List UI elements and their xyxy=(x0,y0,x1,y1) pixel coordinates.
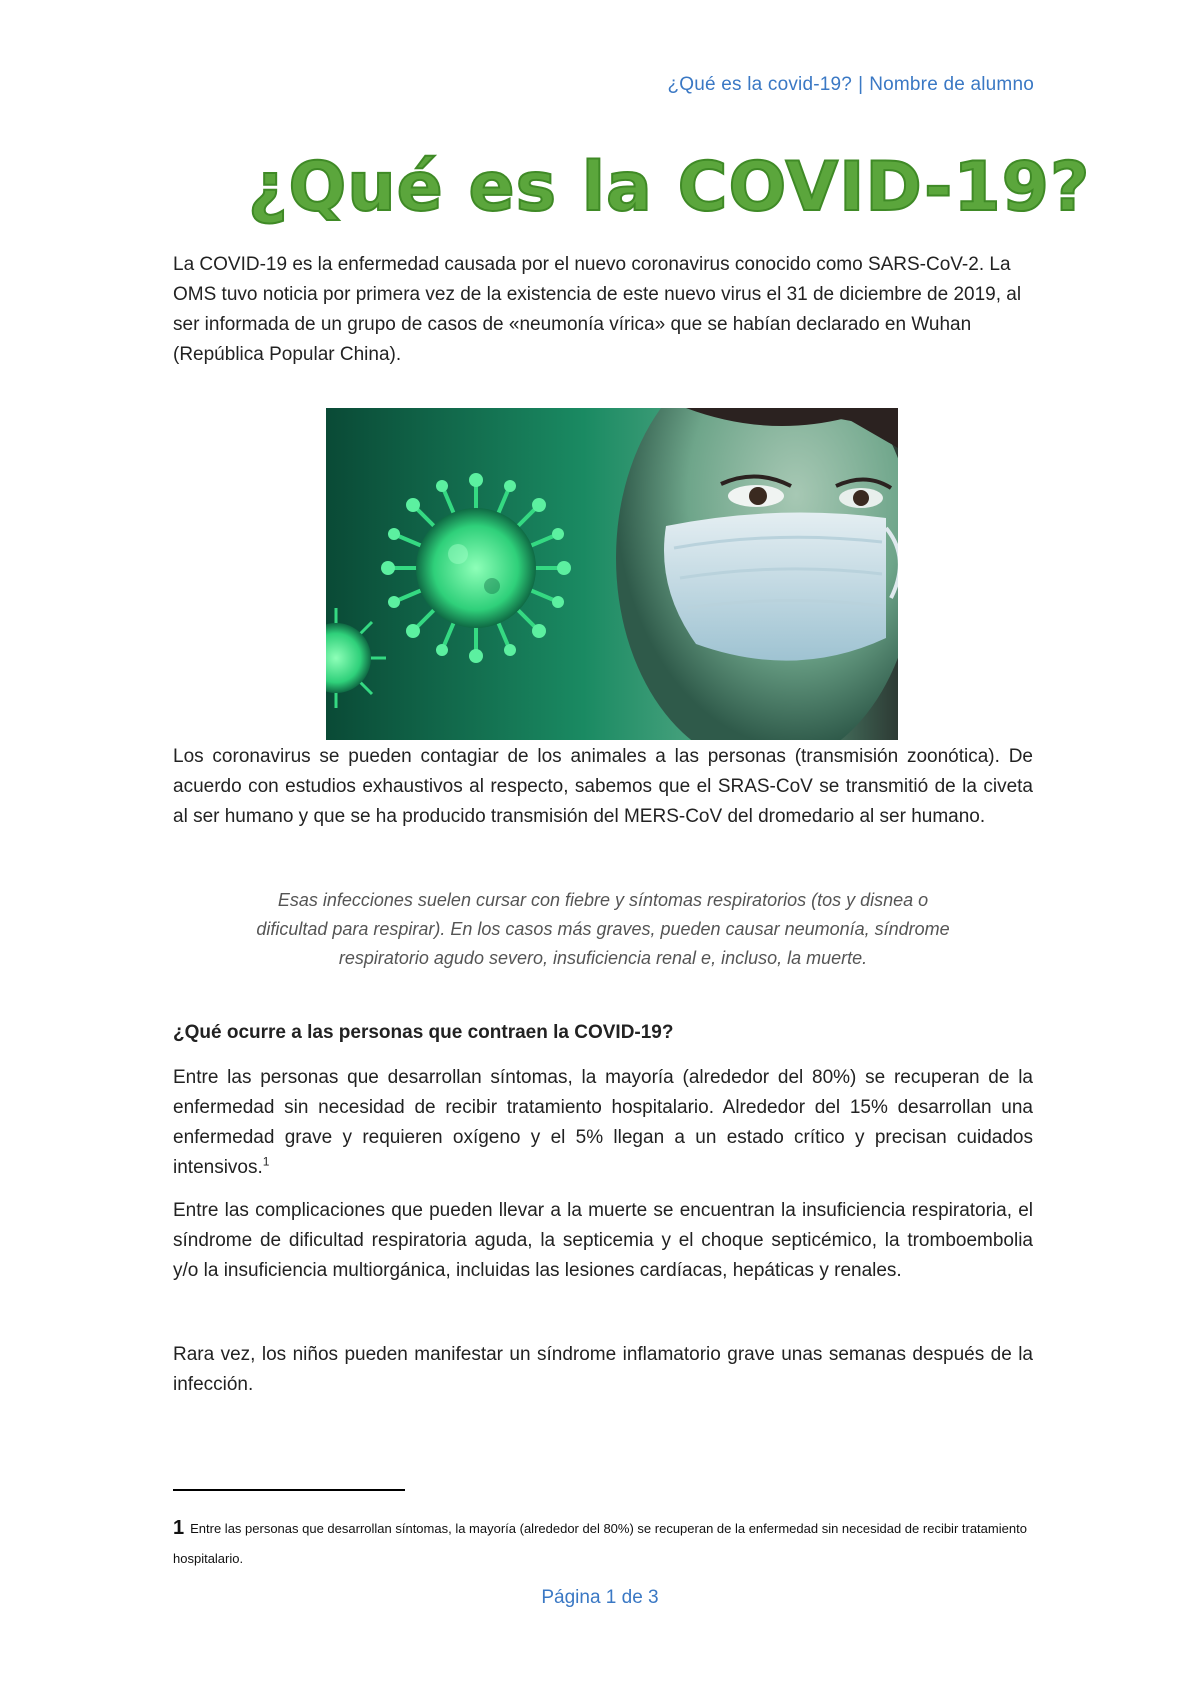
symptoms-quote: Esas infecciones suelen cursar con fiebre y síntomas respiratorios (tos y disnea o dificultad para respirar). En los casos más graves, pueden causar neumonía, síndrome respiratorio agudo severo, insuficiencia renal e, incluso, la muerte. xyxy=(256,890,950,968)
recovery-paragraph xyxy=(173,1063,1033,1183)
virus-large xyxy=(381,473,571,663)
face-mask xyxy=(664,513,886,661)
recovery-text: Entre las personas que desarrollan síntomas, la mayoría (alrededor del 80%) se recuperan de la enfermedad sin necesidad de recibir tratamiento hospitalario. Alrededor del 15% desarrollan una enfermedad grave y requieren oxígeno y el 5% llegan a un estado crítico y precisan cuidados intensivos. xyxy=(173,1067,1033,1178)
intro-paragraph: La COVID-19 es la enfermedad causada por el nuevo coronavirus conocido como SARS-CoV-2. La OMS tuvo noticia por primera vez de la existencia de este nuevo virus el 31 de diciembre de 2019, al ser informada de un grupo de casos de «neumonía vírica» que se habían declarado en Wuhan (República Popular China). xyxy=(173,254,1022,365)
photo-illustration xyxy=(326,408,898,740)
header-student-name: Nombre de alumno xyxy=(869,74,1034,95)
footnote xyxy=(173,1513,1033,1574)
footnote-separator xyxy=(173,1489,405,1491)
coronavirus-mask-photo xyxy=(326,408,898,740)
footnote-text: Entre las personas que desarrollan síntomas, la mayoría (alrededor del 80%) se recuperan de la enfermedad sin necesidad de recibir tratamiento hospitalario. xyxy=(173,1521,1027,1566)
complications-paragraph: Entre las complicaciones que pueden llevar a la muerte se encuentran la insuficiencia respiratoria, el síndrome de dificultad respiratoria aguda, la septicemia y el choque septicémico, la tromboembolia y/o la insuficiencia multiorgánica, incluidas las lesiones cardíacas, hepáticas y renales. xyxy=(173,1200,1033,1281)
section-heading: ¿Qué ocurre a las personas que contraen la COVID-19? xyxy=(173,1022,674,1043)
header-title: ¿Qué es la covid-19? xyxy=(667,74,853,95)
transmission-paragraph: Los coronavirus se pueden contagiar de los animales a las personas (transmisión zoonótica). De acuerdo con estudios exhaustivos al respecto, sabemos que el SRAS-CoV se transmitió de la civeta al ser humano y que se ha producido transmisión del MERS-CoV del dromedario al ser humano. xyxy=(173,746,1033,827)
children-paragraph: Rara vez, los niños pueden manifestar un síndrome inflamatorio grave unas semanas después de la infección. xyxy=(173,1344,1033,1395)
header-separator: | xyxy=(858,74,864,95)
footnote-number: 1 xyxy=(173,1517,185,1539)
footnote-reference[interactable]: 1 xyxy=(262,1154,270,1169)
document-title: ¿Qué es la COVID-19? xyxy=(248,148,1091,227)
page-footer: Página 1 de 3 xyxy=(541,1587,659,1608)
page-header xyxy=(667,74,1034,96)
